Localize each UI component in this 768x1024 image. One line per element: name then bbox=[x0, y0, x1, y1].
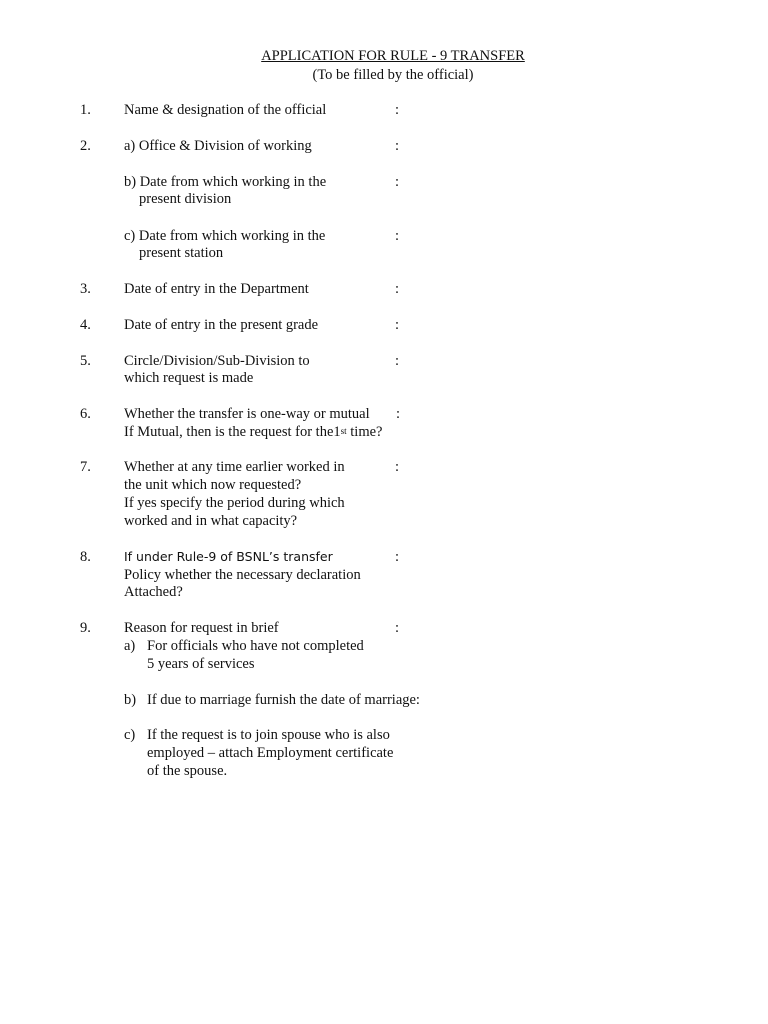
item-2b-label-line1: b) Date from which working in the bbox=[124, 174, 327, 190]
item-8-colon: : bbox=[395, 549, 400, 565]
item-7-label-line4: worked and in what capacity? bbox=[124, 513, 298, 529]
item-5-label-line2: which request is made bbox=[124, 370, 254, 386]
item-7-label-line2: the unit which now requested? bbox=[124, 477, 302, 493]
item-8-label-line1: If under Rule-9 of BSNL’s transfer bbox=[124, 549, 333, 564]
item-5-label-line1: Circle/Division/Sub-Division to bbox=[124, 353, 310, 369]
item-8-label-line3: Attached? bbox=[124, 584, 183, 600]
item-6-label-line2 bbox=[124, 423, 383, 441]
item-9a-line1: For officials who have not completed bbox=[147, 638, 364, 654]
item-9c-line2: employed – attach Employment certificate bbox=[147, 745, 394, 761]
item-4-label: Date of entry in the present grade bbox=[124, 317, 319, 333]
form-title: APPLICATION FOR RULE - 9 TRANSFER bbox=[261, 48, 525, 64]
item-9c-line3: of the spouse. bbox=[147, 763, 228, 779]
item-4-colon: : bbox=[395, 317, 400, 333]
item-9c-line1: If the request is to join spouse who is also bbox=[147, 727, 390, 743]
item-3-colon: : bbox=[395, 281, 400, 297]
item-7-colon: : bbox=[395, 459, 400, 475]
item-3-number: 3. bbox=[80, 281, 91, 297]
item-2c-colon: : bbox=[395, 228, 400, 244]
form-subtitle: (To be filled by the official) bbox=[312, 67, 474, 83]
item-1-label: Name & designation of the official bbox=[124, 102, 327, 118]
item-2a-colon: : bbox=[395, 138, 400, 154]
item-2b-colon: : bbox=[395, 174, 400, 190]
item-2b-label-line2: present division bbox=[139, 191, 232, 207]
item-6-colon: : bbox=[396, 406, 401, 422]
item-5-colon: : bbox=[395, 353, 400, 369]
item-7-label-line1: Whether at any time earlier worked in bbox=[124, 459, 345, 475]
item-1-colon: : bbox=[395, 102, 400, 118]
item-6-number: 6. bbox=[80, 406, 91, 422]
item-9-number: 9. bbox=[80, 620, 91, 636]
item-9-colon: : bbox=[395, 620, 400, 636]
item-9a-marker: a) bbox=[124, 638, 136, 654]
item-3-label: Date of entry in the Department bbox=[124, 281, 309, 297]
item-9a-line2: 5 years of services bbox=[147, 656, 255, 672]
item-8-label-line2: Policy whether the necessary declaration bbox=[124, 567, 361, 583]
item-2c-label-line1: c) Date from which working in the bbox=[124, 228, 326, 244]
item-6-line2-end: time? bbox=[346, 424, 383, 440]
item-4-number: 4. bbox=[80, 317, 91, 333]
item-1-number: 1. bbox=[80, 102, 91, 118]
item-7-label-line3: If yes specify the period during which bbox=[124, 495, 345, 511]
item-7-number: 7. bbox=[80, 459, 91, 475]
item-2a-label: a) Office & Division of working bbox=[124, 138, 312, 154]
item-9b-line1: If due to marriage furnish the date of marriage: bbox=[147, 692, 420, 708]
item-2c-label-line2: present station bbox=[139, 245, 224, 261]
item-5-number: 5. bbox=[80, 353, 91, 369]
item-9c-marker: c) bbox=[124, 727, 136, 743]
item-8-number: 8. bbox=[80, 549, 91, 565]
item-2-number: 2. bbox=[80, 138, 91, 154]
item-9b-marker: b) bbox=[124, 692, 137, 708]
item-6-label-line1: Whether the transfer is one-way or mutual bbox=[124, 406, 370, 422]
item-6-line2-text: If Mutual, then is the request for the1 bbox=[124, 424, 341, 440]
item-6-superscript: st bbox=[340, 426, 347, 436]
item-9-label: Reason for request in brief bbox=[124, 620, 279, 636]
